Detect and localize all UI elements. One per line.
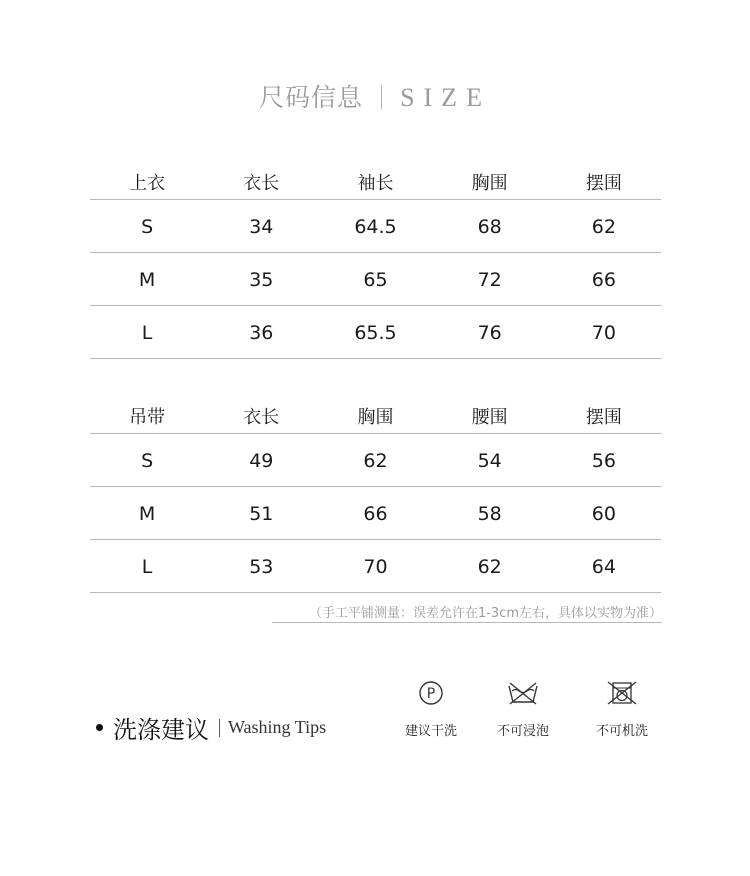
value-cell: 36 xyxy=(204,306,318,359)
title-cn: 尺码信息 xyxy=(259,83,364,112)
value-cell: 70 xyxy=(547,306,661,359)
header-cell: 衣长 xyxy=(204,164,318,200)
value-cell: 49 xyxy=(204,434,318,487)
value-cell: 66 xyxy=(318,487,432,540)
table-row xyxy=(90,540,661,593)
value-cell: 64 xyxy=(547,540,661,593)
value-cell: 76 xyxy=(433,306,547,359)
value-cell: 51 xyxy=(204,487,318,540)
table-row xyxy=(90,487,661,540)
size-cell: L xyxy=(90,540,204,593)
value-cell: 34 xyxy=(204,200,318,253)
value-cell: 62 xyxy=(318,434,432,487)
table-row xyxy=(90,253,661,306)
value-cell: 66 xyxy=(547,253,661,306)
dry-clean-p-icon xyxy=(418,680,444,706)
value-cell: 53 xyxy=(204,540,318,593)
washing-title-en: Washing Tips xyxy=(228,717,327,737)
value-cell: 62 xyxy=(547,200,661,253)
title-divider xyxy=(381,85,382,109)
header-cell: 胸围 xyxy=(318,398,432,434)
washing-tips-heading xyxy=(96,710,326,745)
do-not-soak-icon xyxy=(506,680,540,706)
table-header-row xyxy=(90,164,661,200)
value-cell: 60 xyxy=(547,487,661,540)
measurement-note: （手工平铺测量：误差允许在1-3cm左右，具体以实物为准） xyxy=(272,602,662,623)
washing-title-divider xyxy=(219,719,220,737)
strap-size-table xyxy=(90,398,661,593)
bullet-dot-icon xyxy=(96,724,103,731)
value-cell: 70 xyxy=(318,540,432,593)
size-cell: M xyxy=(90,487,204,540)
header-cell: 摆围 xyxy=(547,398,661,434)
header-cell: 胸围 xyxy=(433,164,547,200)
value-cell: 72 xyxy=(433,253,547,306)
care-label: 建议干洗 xyxy=(404,724,457,739)
value-cell: 58 xyxy=(433,487,547,540)
header-cell: 摆围 xyxy=(547,164,661,200)
table-row xyxy=(90,306,661,359)
washing-title-cn: 洗涤建议 xyxy=(113,716,209,744)
value-cell: 62 xyxy=(433,540,547,593)
size-cell: M xyxy=(90,253,204,306)
value-cell: 65.5 xyxy=(318,306,432,359)
care-item-no-machine-wash xyxy=(582,680,662,739)
care-label: 不可机洗 xyxy=(595,724,648,739)
svg-text:P: P xyxy=(426,686,436,702)
page-title xyxy=(0,78,750,114)
header-cell: 吊带 xyxy=(90,398,204,434)
header-cell: 腰围 xyxy=(433,398,547,434)
table-header-row xyxy=(90,398,661,434)
care-item-no-soak xyxy=(483,680,563,739)
care-item-dry-clean xyxy=(391,680,471,739)
size-cell: S xyxy=(90,200,204,253)
care-label: 不可浸泡 xyxy=(496,724,549,739)
header-cell: 袖长 xyxy=(318,164,432,200)
value-cell: 64.5 xyxy=(318,200,432,253)
size-cell: S xyxy=(90,434,204,487)
table-row xyxy=(90,200,661,253)
table-row xyxy=(90,434,661,487)
header-cell: 上衣 xyxy=(90,164,204,200)
size-cell: L xyxy=(90,306,204,359)
value-cell: 35 xyxy=(204,253,318,306)
top-size-table xyxy=(90,164,661,359)
value-cell: 56 xyxy=(547,434,661,487)
value-cell: 54 xyxy=(433,434,547,487)
no-machine-wash-icon xyxy=(605,680,639,706)
value-cell: 68 xyxy=(433,200,547,253)
title-en: SIZE xyxy=(400,83,491,112)
value-cell: 65 xyxy=(318,253,432,306)
header-cell: 衣长 xyxy=(204,398,318,434)
